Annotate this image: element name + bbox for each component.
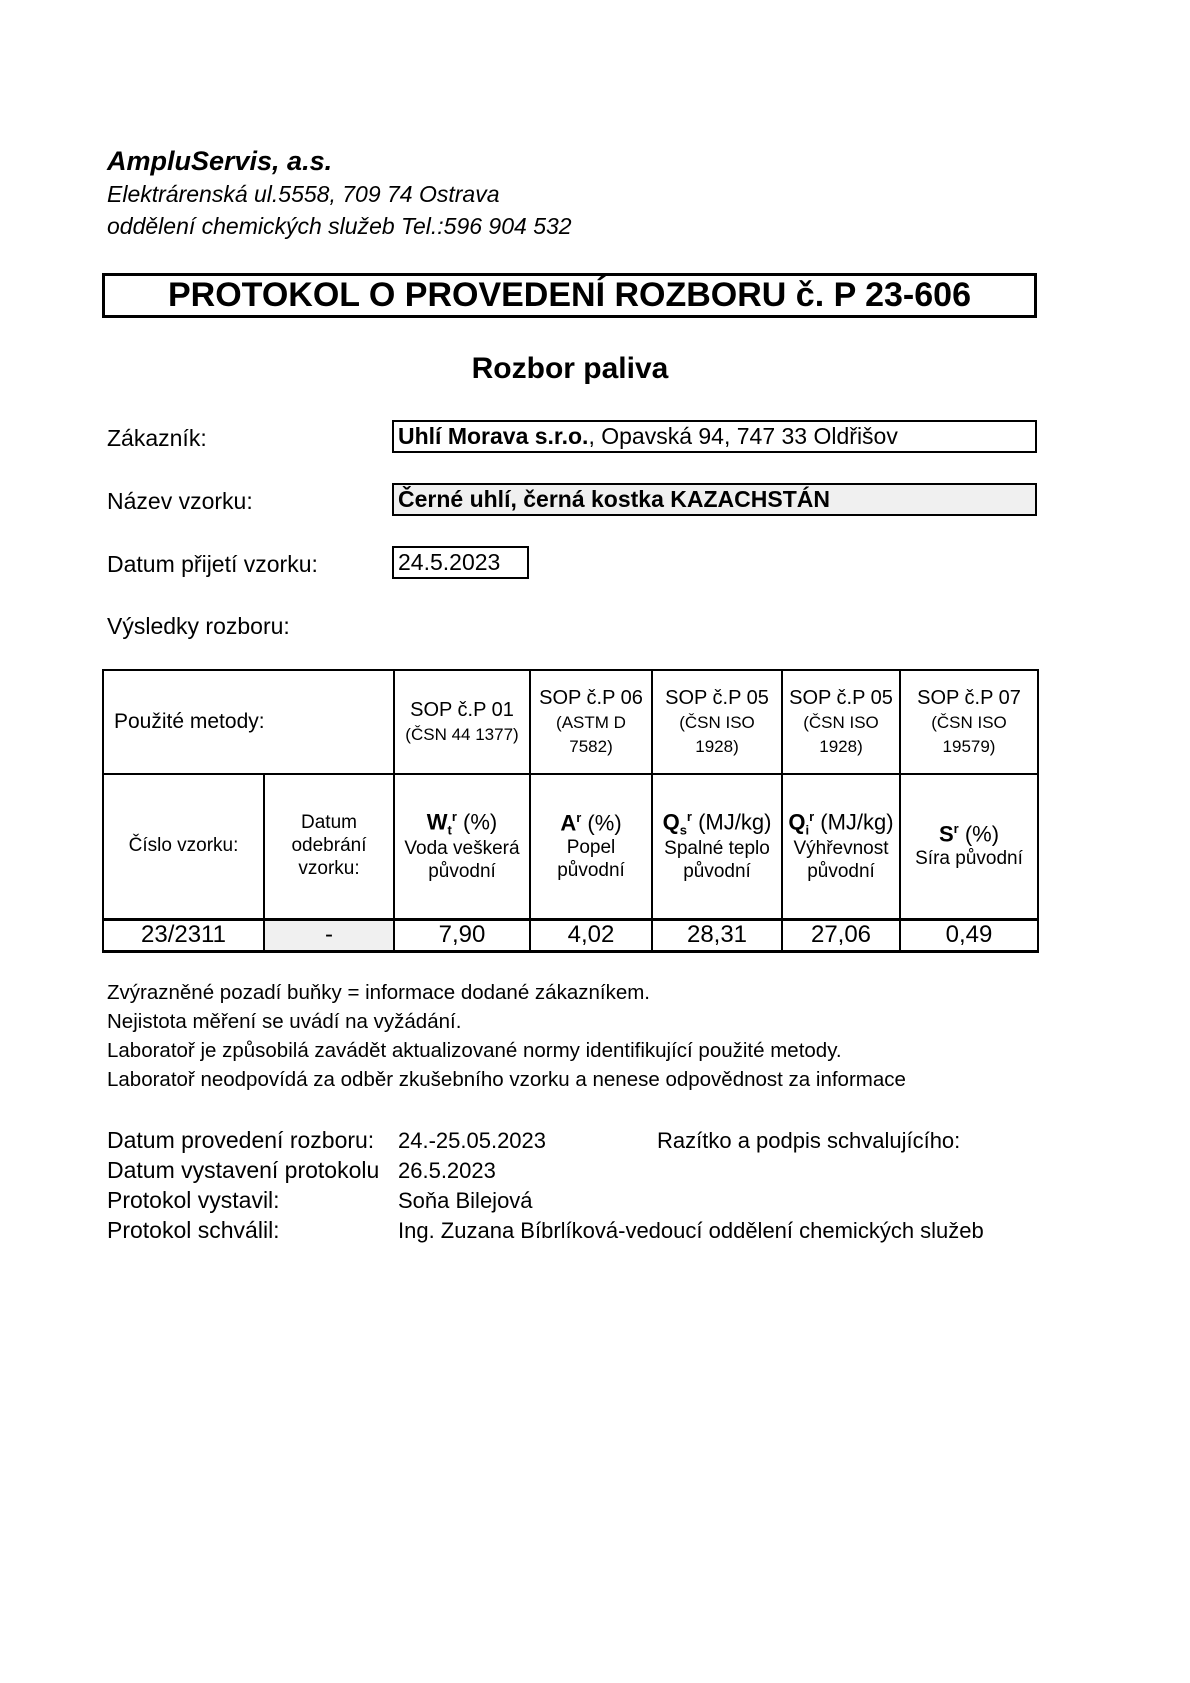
value-cell: 7,90 bbox=[394, 919, 530, 951]
methods-label: Použité metody: bbox=[103, 670, 394, 774]
company-address: Elektrárenská ul.5558, 709 74 Ostrava bbox=[107, 181, 500, 207]
note-line: Zvýrazněné pozadí buňky = informace dodané zákazníkem. bbox=[107, 981, 650, 1004]
customer-address: , Opavská 94, 747 33 Oldřišov bbox=[588, 423, 898, 449]
received-date-field: 24.5.2023 bbox=[392, 546, 529, 579]
value-cell: 4,02 bbox=[530, 919, 652, 951]
customer-label: Zákazník: bbox=[107, 425, 207, 451]
param-water-header: $W_t^r$ (%) Voda veškerá původní bbox=[394, 774, 530, 919]
results-table bbox=[102, 669, 1039, 953]
analysis-date: 24.-25.05.2023 bbox=[398, 1128, 547, 1153]
protocol-title: PROTOKOL O PROVEDENÍ ROZBORU č. P 23-606 bbox=[102, 273, 1037, 318]
company-department: oddělení chemických služeb Tel.:596 904 532 bbox=[107, 213, 572, 239]
issue-date: 26.5.2023 bbox=[398, 1158, 496, 1183]
sample-name-label: Název vzorku: bbox=[107, 488, 253, 514]
analysis-date-label: Datum provedení rozboru: bbox=[107, 1127, 375, 1153]
received-date-label: Datum přijetí vzorku: bbox=[107, 551, 318, 577]
company-name: AmpluServis, a.s. bbox=[107, 146, 333, 176]
method-cell: SOP č.P 01 (ČSN 44 1377) bbox=[394, 670, 530, 774]
method-cell: SOP č.P 06 (ASTM D 7582) bbox=[530, 670, 652, 774]
method-cell: SOP č.P 07 (ČSN ISO 19579) bbox=[900, 670, 1038, 774]
protocol-subtitle: Rozbor paliva bbox=[471, 352, 669, 385]
method-cell: SOP č.P 05 (ČSN ISO 1928) bbox=[652, 670, 782, 774]
sample-name-field: Černé uhlí, černá kostka KAZACHSTÁN bbox=[392, 483, 1037, 516]
param-net-calorific-header: $Q_i^r$ (MJ/kg) Výhřevnost původní bbox=[782, 774, 900, 919]
sample-number-cell: 23/2311 bbox=[103, 919, 264, 951]
results-label: Výsledky rozboru: bbox=[107, 613, 290, 639]
note-line: Laboratoř neodpovídá za odběr zkušebního vzorku a nenese odpovědnost za informace bbox=[107, 1068, 906, 1091]
param-sulfur-header: $S^r$ (%) Síra původní bbox=[900, 774, 1038, 919]
issued-by: Soňa Bilejová bbox=[398, 1188, 533, 1213]
customer-field bbox=[392, 420, 1037, 453]
methods-row bbox=[103, 670, 1038, 774]
table-row bbox=[103, 919, 1038, 951]
approved-by: Ing. Zuzana Bíbrlíková-vedoucí oddělení chemických služeb bbox=[398, 1218, 984, 1243]
issued-by-label: Protokol vystavil: bbox=[107, 1187, 280, 1213]
value-cell: 28,31 bbox=[652, 919, 782, 951]
approved-by-label: Protokol schválil: bbox=[107, 1217, 280, 1243]
stamp-label: Razítko a podpis schvalujícího: bbox=[657, 1128, 961, 1153]
note-line: Nejistota měření se uvádí na vyžádání. bbox=[107, 1010, 462, 1033]
param-gross-calorific-header: $Q_s^r$ (MJ/kg) Spalné teplo původní bbox=[652, 774, 782, 919]
sample-number-header: Číslo vzorku: bbox=[103, 774, 264, 919]
value-cell: 0,49 bbox=[900, 919, 1038, 951]
param-ash-header: $A^r$ (%) Popel původní bbox=[530, 774, 652, 919]
value-cell: 27,06 bbox=[782, 919, 900, 951]
parameters-row bbox=[103, 774, 1038, 919]
sampling-date-cell: - bbox=[264, 919, 394, 951]
sampling-date-header: Datum odebrání vzorku: bbox=[264, 774, 394, 919]
note-line: Laboratoř je způsobilá zavádět aktualizované normy identifikující použité metody. bbox=[107, 1039, 842, 1062]
issue-date-label: Datum vystavení protokolu bbox=[107, 1157, 380, 1183]
method-cell: SOP č.P 05 (ČSN ISO 1928) bbox=[782, 670, 900, 774]
customer-name: Uhlí Morava s.r.o. bbox=[398, 423, 589, 449]
